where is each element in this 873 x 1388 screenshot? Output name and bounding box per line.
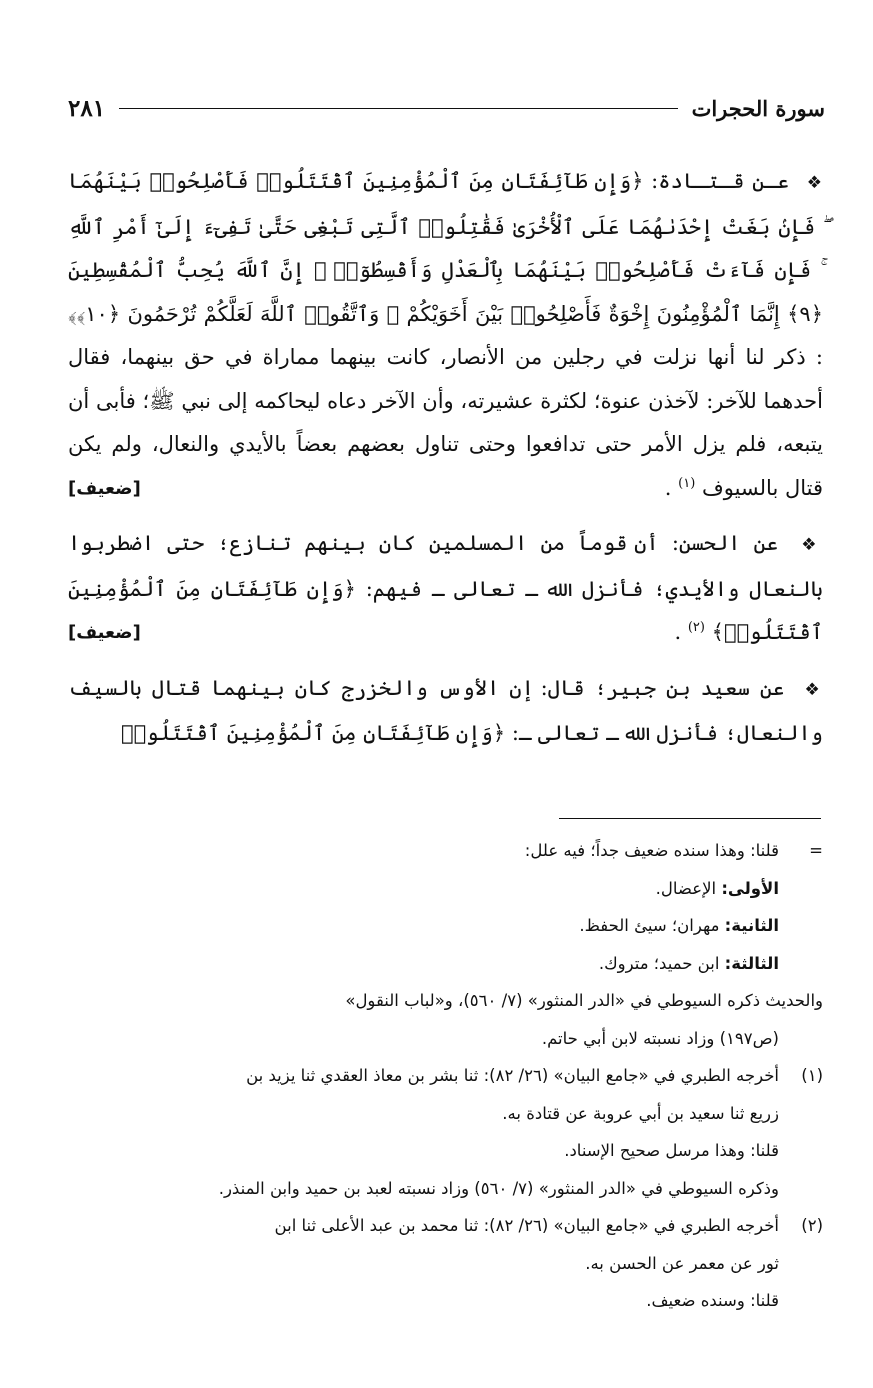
narration-qatada [68,160,823,510]
footnote-text: والحديث ذكره السيوطي في «الدر المنثور» (٧/ ٥٦٠)، و«لباب النقول» [345,991,823,1010]
grade-label: [ضعيف] [68,622,141,643]
narration-hasan [68,522,823,655]
quran-verse: ﴿وَإِن طَآئِفَتَانِ مِنَ ٱلْمُؤْمِنِينَ ٱقْتَتَلُوا۟﴾ [68,576,823,644]
narration-text: : ذكر لنا أنها نزلت في رجلين من الأنصار، كانت بينهما مماراة في حق بينهما، فقال أحدهما للآخر: لآخذن عنوة؛ لكثرة عشيرته، وأن الآخر دعاه ليحاكمه إلى نبي ﷺ؛ فأبى أن يتبعه، فلم يزل الأمر حتى تدافعوا وحتى تناول بعضهم بعضاً بالأيدي والنعال، ولم يكن قتال بالسيوف [68,345,823,500]
footnote-2 [68,1207,823,1245]
diamond-bullet-icon: ❖ [801,535,823,555]
quran-verse: ﴿وَإِن طَآئِفَتَانِ مِنَ ٱلْمُؤْمِنِينَ ٱقْتَتَلُوا۟ [121,721,506,745]
footnote-marker: (١) [801,1066,823,1085]
footnote-text: أخرجه الطبري في «جامع البيان» (٢٦/ ٨٢): ثنا محمد بن عبد الأعلى ثنا ابن [274,1216,779,1235]
narration-text: أن قوماً من المسلمين كان بينهم تنازع؛ حتى اضطربوا بالنعال والأيدي؛ فأنزل الله ـ تعالى ـ فيهم: [68,531,823,601]
diamond-bullet-icon: ❖ [804,679,823,700]
narrator-lead: عن سعيد بن جبير؛ [584,675,785,700]
sentence-end: . [674,620,682,644]
footnote-ref: (١) [678,475,696,491]
sentence-end: . [664,475,672,500]
defect-item [68,870,823,908]
narrator-lead: عن الحسن: [658,531,779,555]
narrator-lead: عـن قـتـادة: [643,169,790,193]
footnote-separator [559,818,821,819]
narration-text: قال: إن الأوس والخزرج كان بينهما قتال بالسيف والنعال؛ فأنزل الله ـ تعالى ـ: [68,675,823,745]
defect-text: مهران؛ سيئ الحفظ. [579,916,725,935]
page-header [68,88,825,128]
grade-label: [ضعيف] [68,477,141,499]
defect-item [68,945,823,983]
defect-item [68,907,823,945]
header-rule [119,108,678,109]
defect-label: الأولى: [721,878,779,898]
defect-text: ابن حميد؛ متروك. [598,953,725,973]
main-text [68,160,823,768]
footnote-text: ثور عن معمر عن الحسن به. [585,1253,779,1273]
footnote-text: زريع ثنا سعيد بن أبي عروبة عن قتادة به. [502,1103,779,1123]
footnote-text: أخرجه الطبري في «جامع البيان» (٢٦/ ٨٢): ثنا بشر بن معاذ العقدي ثنا يزيد بن [246,1066,779,1085]
footnote-text: قلنا: وسنده ضعيف. [646,1291,779,1310]
footnote-text: قلنا: وهذا مرسل صحيح الإسناد. [564,1141,779,1160]
defect-label: الثالثة: [724,953,779,973]
footnotes [68,832,823,1320]
quran-verse: ﴿وَإِن طَآئِفَتَانِ مِنَ ٱلْمُؤْمِنِينَ ٱقْتَتَلُوا۟ فَأَصْلِحُوا۟ بَيْنَهُمَا ۖ فَإِنۢ بَغَتْ إِحْدَىٰهُمَا عَلَى ٱلْأُخْرَىٰ فَقَٰتِلُوا۟ ٱلَّتِى تَبْغِى حَتَّىٰ تَفِىٓءَ إِلَىٰٓ أَمْرِ ٱللَّهِ ۚ فَإِن فَآءَتْ فَأَصْلِحُوا۟ بَيْنَهُمَا بِٱلْعَدْلِ وَأَقْسِطُوٓا۟ ۖ إِنَّ ٱللَّهَ يُحِبُّ ٱلْمُقْسِطِينَ ﴿٩﴾ إِنَّمَا ٱلْمُؤْمِنُونَ إِخْوَةٌ فَأَصْلِحُوا۟ بَيْنَ أَخَوَيْكُمْ ۚ وَٱتَّقُوا۟ ٱللَّهَ لَعَلَّكُمْ تُرْحَمُونَ ﴿١٠﴾﴾ [68,169,823,326]
diamond-bullet-icon: ❖ [806,173,823,193]
surah-title: سورة الحجرات [691,95,825,121]
footnote-text: (ص١٩٧) وزاد نسبته لابن أبي حاتم. [541,1028,779,1048]
footnote-ref: (٢) [687,620,705,635]
narration-said-ibn-jubayr [68,667,823,756]
footnote-1 [68,1057,823,1095]
footnote-marker: (٢) [801,1216,823,1235]
footnote-text: قلنا: وهذا سنده ضعيف جداً؛ فيه علل: [524,841,779,860]
footnote-text: وذكره السيوطي في «الدر المنثور» (٧/ ٥٦٠) وزاد نسبته لعبد بن حميد وابن المنذر. [218,1178,779,1198]
continuation-marker: = [809,841,823,860]
footnote-continuation-intro [68,832,823,870]
defect-text: الإعضال. [655,878,722,898]
defect-label: الثانية: [724,916,779,935]
page-number: ٢٨١ [68,94,106,122]
